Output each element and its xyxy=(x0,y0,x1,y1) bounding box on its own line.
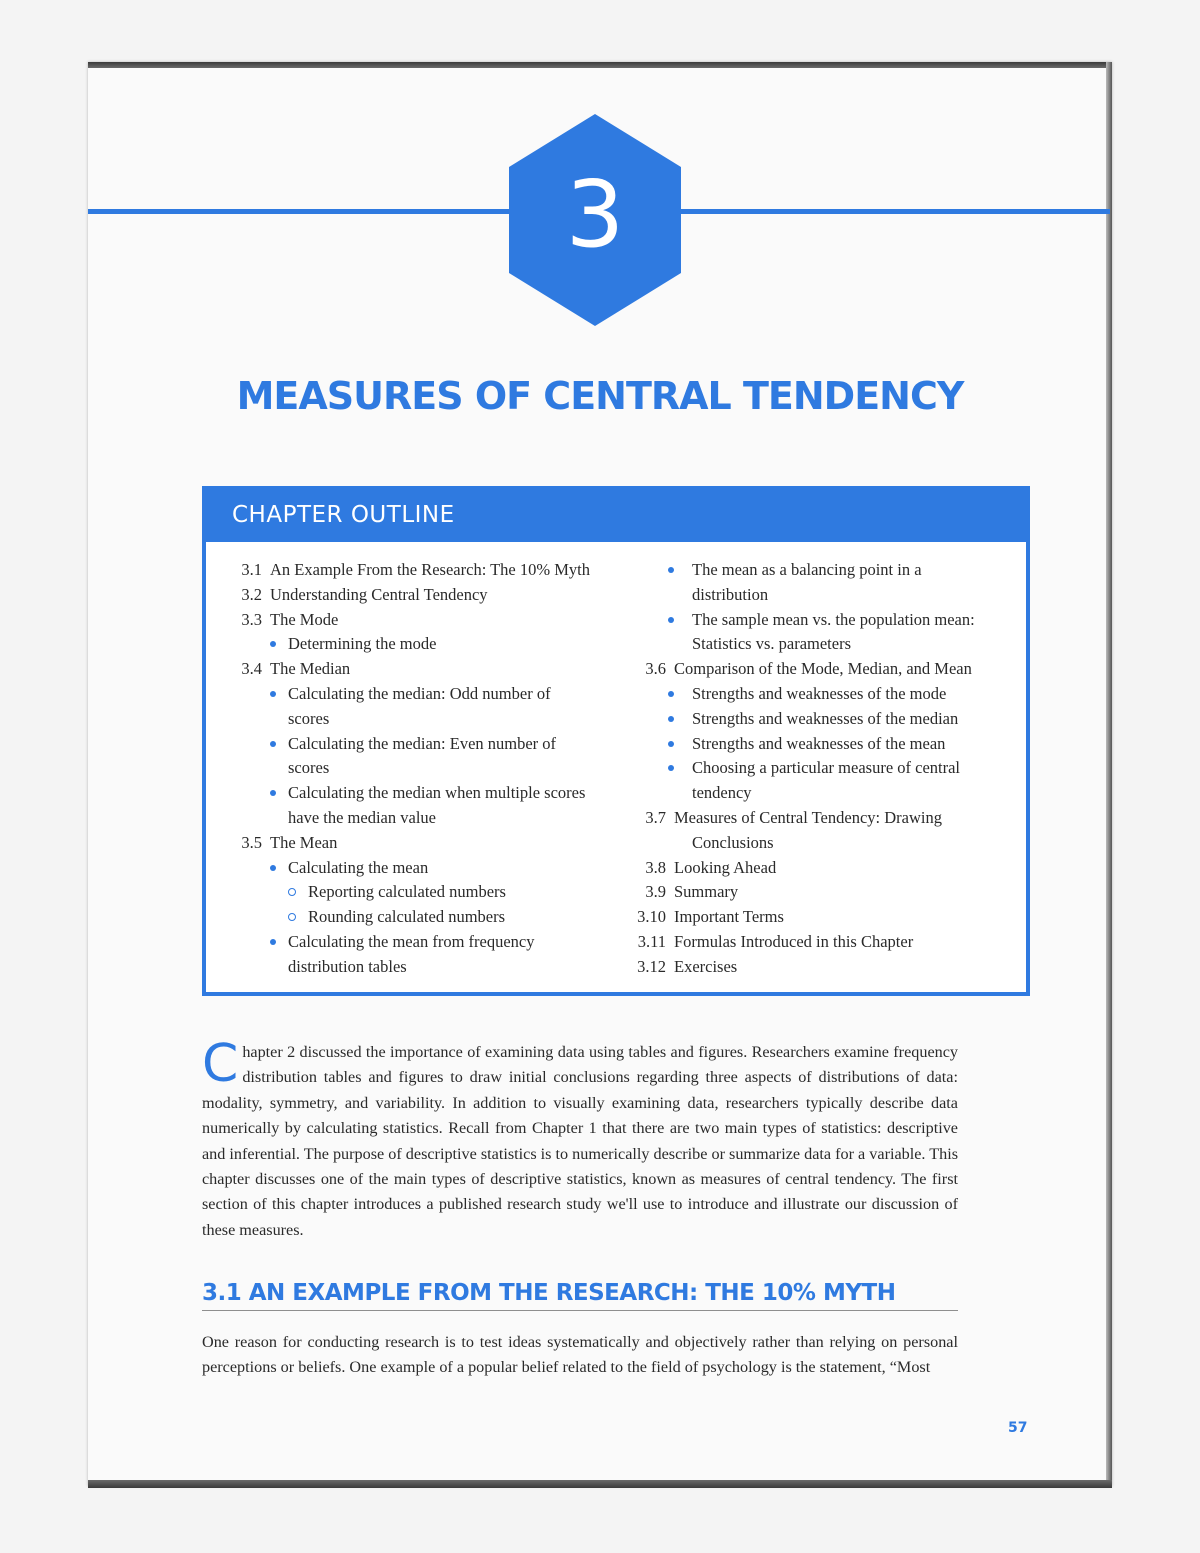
outline-entry-text: Reporting calculated numbers xyxy=(308,882,506,902)
outline-section-number: 3.1 xyxy=(241,560,262,579)
outline-entry-text: Calculating the median: Odd number of xyxy=(288,683,551,703)
outline-section-number: 3.8 xyxy=(645,857,666,877)
bullet-dot-icon xyxy=(270,641,276,647)
outline-column-right xyxy=(632,558,1002,980)
bullet-ring-icon xyxy=(288,913,296,921)
chapter-outline-title: CHAPTER OUTLINE xyxy=(232,502,455,528)
bullet-dot-icon xyxy=(668,567,674,573)
outline-entry-continuation xyxy=(236,707,616,732)
outline-subentry xyxy=(236,682,616,707)
outline-entry-text: The sample mean vs. the population mean: xyxy=(692,609,975,629)
bullet-dot-icon xyxy=(270,691,276,697)
page-bottom-edge xyxy=(88,1480,1112,1488)
outline-entry-text: The mean as a balancing point in a xyxy=(692,560,922,579)
outline-entry-text: Summary xyxy=(674,882,739,902)
outline-column-left xyxy=(236,558,616,980)
bullet-dot-icon xyxy=(668,765,674,771)
outline-section-entry xyxy=(632,657,1002,682)
outline-section-entry xyxy=(632,930,1002,955)
outline-subentry xyxy=(236,856,616,881)
bullet-dot-icon xyxy=(270,939,276,945)
outline-section-entry xyxy=(632,955,1002,980)
outline-section-number: 3.10 xyxy=(637,907,666,927)
outline-entry-text: The Median xyxy=(270,659,351,679)
outline-section-number: 3.12 xyxy=(637,956,666,976)
outline-subentry xyxy=(632,756,1002,781)
section-heading: 3.1 AN EXAMPLE FROM THE RESEARCH: THE 10% MYTH xyxy=(202,1280,958,1311)
bullet-ring-icon xyxy=(288,888,296,896)
outline-section-number: 3.7 xyxy=(645,807,666,827)
page-top-edge xyxy=(88,62,1112,68)
outline-section-entry xyxy=(236,831,616,856)
outline-section-entry xyxy=(236,657,616,682)
outline-entry-text: The Mean xyxy=(270,832,338,852)
outline-subentry xyxy=(236,781,616,806)
outline-entry-text: Exercises xyxy=(674,956,738,976)
outline-entry-continuation xyxy=(236,756,616,781)
intro-paragraph xyxy=(202,1034,958,1243)
outline-section-entry xyxy=(632,856,1002,881)
outline-entry-text: distribution tables xyxy=(288,956,407,976)
outline-entry-text: Rounding calculated numbers xyxy=(308,907,506,927)
bullet-dot-icon xyxy=(270,741,276,747)
page-number: 57 xyxy=(1008,1420,1028,1436)
bullet-dot-icon xyxy=(668,741,674,747)
outline-section-number: 3.11 xyxy=(637,931,666,951)
chapter-outline-box xyxy=(202,486,1030,996)
outline-entry-text: Important Terms xyxy=(674,907,784,927)
outline-section-number: 3.4 xyxy=(241,659,262,679)
page-right-edge xyxy=(1106,62,1112,1488)
outline-entry-text: Strengths and weaknesses of the mode xyxy=(692,683,947,703)
outline-entry-continuation xyxy=(236,806,616,831)
outline-subentry xyxy=(236,632,616,657)
outline-entry-text: Calculating the mean xyxy=(288,857,429,877)
bullet-dot-icon xyxy=(270,865,276,871)
bullet-dot-icon xyxy=(668,617,674,623)
outline-section-entry xyxy=(236,583,616,608)
bullet-dot-icon xyxy=(668,691,674,697)
outline-section-entry xyxy=(236,558,616,583)
chapter-number: 3 xyxy=(565,161,625,268)
outline-entry-text: Calculating the median when multiple scores xyxy=(288,783,586,803)
bullet-dot-icon xyxy=(668,716,674,722)
outline-entry-text: Looking Ahead xyxy=(674,857,777,877)
outline-section-entry xyxy=(632,806,1002,831)
intro-text: hapter 2 discussed the importance of examining data using tables and figures. Researchers examine frequency distribution tables and figures to draw initial conclusions regarding three aspects of distributions of data: modality, symmetry, and variability. In addition to visually examining data, researchers typically describe data numerically by calculating statistics. Recall from Chapter 1 that there are two main types of statistics: descriptive and inferential. The purpose of descriptive statistics is to numerically describe or summarize data for a variable. This chapter discusses one of the main types of descriptive statistics, known as measures of central tendency. The first section of this chapter introduces a published research study we'll use to introduce and illustrate our discussion of these measures. xyxy=(202,1043,958,1239)
outline-subentry xyxy=(632,732,1002,757)
outline-entry-text: Strengths and weaknesses of the median xyxy=(692,708,959,728)
outline-section-number: 3.3 xyxy=(241,609,262,629)
outline-section-number: 3.5 xyxy=(241,832,262,852)
outline-subentry xyxy=(632,707,1002,732)
header-rule-right xyxy=(660,209,1110,214)
outline-entry-text: Conclusions xyxy=(692,832,774,852)
outline-entry-text: tendency xyxy=(692,783,752,803)
outline-entry-text: Statistics vs. parameters xyxy=(692,634,852,654)
drop-cap: C xyxy=(202,1034,239,1094)
outline-section-entry xyxy=(632,905,1002,930)
outline-entry-text: scores xyxy=(288,758,330,778)
outline-entry-text: distribution xyxy=(692,584,769,604)
outline-entry-text: Understanding Central Tendency xyxy=(270,584,488,604)
outline-entry-text: Strengths and weaknesses of the mean xyxy=(692,733,946,753)
header-rule-left xyxy=(88,209,528,214)
outline-entry-text: have the median value xyxy=(288,807,436,827)
outline-subentry xyxy=(236,930,616,955)
chapter-title: MEASURES OF CENTRAL TENDENCY xyxy=(236,374,964,418)
outline-entry-text: Formulas Introduced in this Chapter xyxy=(674,931,914,951)
outline-entry-continuation xyxy=(632,583,1002,608)
outline-subentry xyxy=(632,608,1002,633)
outline-entry-text: An Example From the Research: The 10% Myth xyxy=(270,560,591,579)
outline-entry-continuation xyxy=(632,781,1002,806)
outline-entry-text: The Mode xyxy=(270,609,339,629)
outline-subentry xyxy=(236,732,616,757)
outline-entry-continuation xyxy=(632,831,1002,856)
outline-entry-text: Measures of Central Tendency: Drawing xyxy=(674,807,942,827)
outline-sub-subentry xyxy=(236,880,616,905)
outline-entry-continuation xyxy=(632,632,1002,657)
outline-section-number: 3.9 xyxy=(645,882,666,902)
outline-subentry xyxy=(632,682,1002,707)
outline-entry-text: Determining the mode xyxy=(288,634,437,654)
outline-section-entry xyxy=(236,608,616,633)
chapter-outline-header xyxy=(206,490,1026,542)
outline-subentry xyxy=(632,558,1002,583)
outline-entry-text: Choosing a particular measure of central xyxy=(692,758,961,778)
bullet-dot-icon xyxy=(270,790,276,796)
outline-entry-text: Comparison of the Mode, Median, and Mean xyxy=(674,659,972,679)
outline-entry-text: Calculating the mean from frequency xyxy=(288,931,535,951)
outline-entry-text: Calculating the median: Even number of xyxy=(288,733,557,753)
outline-section-number: 3.6 xyxy=(645,659,666,679)
outline-sub-subentry xyxy=(236,905,616,930)
outline-entry-continuation xyxy=(236,955,616,980)
outline-entry-text: scores xyxy=(288,708,330,728)
outline-section-number: 3.2 xyxy=(241,584,262,604)
outline-section-entry xyxy=(632,880,1002,905)
section-paragraph: One reason for conducting research is to test ideas systematically and objectively rather than relying on personal perceptions or beliefs. One example of a popular belief related to the field of psychology is the statement, “Most xyxy=(202,1333,958,1377)
